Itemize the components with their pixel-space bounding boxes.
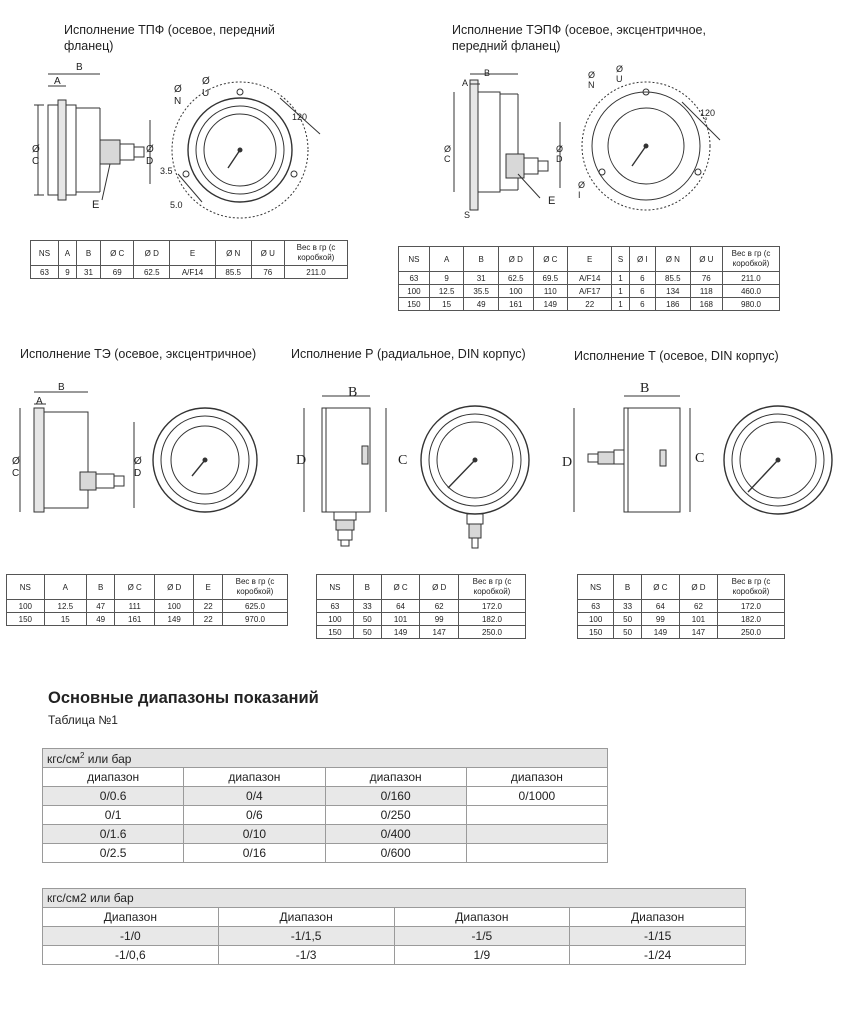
table-cell: 63 (399, 272, 430, 285)
table-cell: 182.0 (718, 613, 785, 626)
table-cell: 970.0 (223, 613, 288, 626)
table-cell: 100 (154, 600, 193, 613)
caption-tepf: Исполнение ТЭПФ (осевое, эксцентричное, передний фланец) (452, 23, 706, 53)
table-cell: 0/1.6 (43, 825, 184, 844)
table-cell: 101 (381, 613, 420, 626)
table-cell: 1/9 (394, 946, 570, 965)
header-cell: Диапазон (570, 908, 746, 927)
table-row (317, 600, 526, 613)
tepf-label-angle: 120 (700, 108, 716, 118)
tpf-label-dia-d: Ø (146, 144, 154, 155)
table-cell: 134 (656, 285, 691, 298)
header-cell: S (612, 247, 629, 272)
table-cell: 6 (629, 285, 655, 298)
table-cell: 0/2.5 (43, 844, 184, 863)
table-cell: 0/0.6 (43, 787, 184, 806)
r-spec-table (316, 574, 526, 639)
tpf-label-5-0: 5.0 (170, 200, 183, 210)
table-cell: 15 (44, 613, 86, 626)
header-cell: B (614, 575, 642, 600)
range-table-2-unit-row (43, 889, 746, 908)
table-cell: 99 (420, 613, 459, 626)
table-cell: 147 (420, 626, 459, 639)
table-cell: -1/15 (570, 927, 746, 946)
table-cell: 6 (629, 298, 655, 311)
table-cell: 33 (353, 600, 381, 613)
table-cell: 0/250 (325, 806, 466, 825)
tepf-label-a: A (462, 78, 469, 88)
tpf-label-dia-u: Ø (202, 76, 210, 87)
table-cell: 182.0 (459, 613, 526, 626)
r-label-c: C (398, 453, 408, 468)
te-label-dia-c: Ø (12, 456, 20, 467)
table-cell: 76 (251, 266, 284, 279)
t-label-b: B (640, 381, 650, 396)
unit-label-rest: или бар (84, 751, 132, 766)
tepf-label-dia-i: Ø (578, 180, 586, 190)
tepf-side-view-drawing (440, 62, 570, 222)
table-cell: 99 (641, 613, 679, 626)
te-label-b: B (58, 382, 65, 393)
table-cell: 63 (31, 266, 59, 279)
header-cell: Вес в гр (с коробкой) (718, 575, 785, 600)
tpf-label-dia-n: Ø (174, 84, 182, 95)
header-cell: Ø C (381, 575, 420, 600)
table-cell: 12.5 (429, 285, 464, 298)
tpf-label-c: C (32, 156, 40, 167)
header-cell: Диапазон (43, 908, 219, 927)
tepf-label-dia-d: Ø (556, 144, 564, 154)
header-cell: Ø D (679, 575, 717, 600)
tpf-spec-table (30, 240, 348, 279)
table-cell: 250.0 (459, 626, 526, 639)
table-cell: 63 (317, 600, 354, 613)
table-cell: 15 (429, 298, 464, 311)
table-row (7, 600, 288, 613)
r-label-d: D (296, 453, 307, 468)
table-cell: 149 (381, 626, 420, 639)
header-cell: Вес в гр (с коробкой) (285, 241, 348, 266)
table-cell: 0/1 (43, 806, 184, 825)
table-cell: 33 (614, 600, 642, 613)
table-cell: 460.0 (723, 285, 780, 298)
header-cell: Вес в гр (с коробкой) (723, 247, 780, 272)
table-cell: 111 (115, 600, 154, 613)
table-row (399, 298, 780, 311)
table-cell: 161 (115, 613, 154, 626)
tpf-side-view-drawing (30, 60, 175, 215)
table-cell: 85.5 (215, 266, 251, 279)
table-cell: 0/6 (184, 806, 325, 825)
tepf-label-dia-c: Ø (444, 144, 452, 154)
tepf-spec-table (398, 246, 780, 311)
table-header-row (317, 575, 526, 600)
header-cell: B (464, 247, 499, 272)
header-cell: Ø C (641, 575, 679, 600)
table-cell: 35.5 (464, 285, 499, 298)
table-cell: 22 (568, 298, 612, 311)
table-cell: A/F14 (170, 266, 216, 279)
header-cell: диапазон (325, 768, 466, 787)
table-cell: 161 (498, 298, 533, 311)
range-table-2 (42, 888, 746, 965)
table-cell: 50 (353, 613, 381, 626)
caption-te: Исполнение ТЭ (осевое, эксцентричное) (20, 347, 257, 361)
header-cell: Ø C (533, 247, 568, 272)
table-cell: 9 (429, 272, 464, 285)
tpf-label-u: U (202, 88, 210, 99)
table-cell: 118 (690, 285, 722, 298)
table-cell: 186 (656, 298, 691, 311)
caption-tpf: Исполнение ТПФ (осевое, передний фланец) (64, 23, 275, 53)
table-cell: 1 (612, 285, 629, 298)
table-cell: 150 (7, 613, 45, 626)
table-cell: 69 (101, 266, 134, 279)
tpf-label-d: D (146, 156, 154, 167)
table-cell: 62 (679, 600, 717, 613)
unit-label (43, 749, 608, 768)
header-cell: A (58, 241, 76, 266)
header-cell: Ø I (629, 247, 655, 272)
table-row (578, 613, 785, 626)
range-table-1-unit-row (43, 749, 608, 768)
header-cell: NS (31, 241, 59, 266)
te-front-view-drawing (150, 400, 260, 510)
tpf-label-angle: 120 (292, 112, 308, 122)
header-cell: Ø U (251, 241, 284, 266)
table-cell (466, 806, 607, 825)
tepf-label-deg: ° (704, 116, 708, 126)
header-cell: E (170, 241, 216, 266)
table-row (578, 600, 785, 613)
header-cell: E (568, 247, 612, 272)
table-header-row (578, 575, 785, 600)
table-cell: 149 (154, 613, 193, 626)
te-side-view-drawing (10, 382, 150, 512)
t-side-view-drawing (560, 380, 700, 520)
table-cell: -1/24 (570, 946, 746, 965)
table-cell: 100 (399, 285, 430, 298)
table-cell: 172.0 (459, 600, 526, 613)
table-cell: 168 (690, 298, 722, 311)
te-label-c: C (12, 468, 20, 479)
header-cell: Ø N (215, 241, 251, 266)
table-cell: 0/1000 (466, 787, 607, 806)
table-row (43, 927, 746, 946)
table-cell: 147 (679, 626, 717, 639)
header-cell: B (86, 575, 115, 600)
table-cell: 22 (194, 613, 223, 626)
table-row (578, 626, 785, 639)
table-cell: A/F17 (568, 285, 612, 298)
table-cell: 62 (420, 600, 459, 613)
table-header-row (43, 908, 746, 927)
te-label-dia-d: Ø (134, 456, 142, 467)
tpf-label-3-5: 3.5 (160, 166, 173, 176)
table-cell: 31 (76, 266, 100, 279)
unit-label-main: кгс/см (47, 751, 80, 766)
table-cell: 9 (58, 266, 76, 279)
table-number-label: Таблица №1 (48, 713, 118, 727)
te-spec-table (6, 574, 288, 626)
table-cell: 64 (381, 600, 420, 613)
tepf-front-view-drawing (572, 62, 732, 212)
tpf-label-e: E (92, 199, 100, 211)
table-cell: -1/0 (43, 927, 219, 946)
header-cell: B (76, 241, 100, 266)
unit-label-sup: 2 (79, 750, 85, 760)
table-cell: 0/600 (325, 844, 466, 863)
header-cell: Диапазон (394, 908, 570, 927)
header-cell: Ø D (420, 575, 459, 600)
t-label-d: D (562, 455, 573, 470)
range-table-1 (42, 748, 608, 863)
table-cell: 625.0 (223, 600, 288, 613)
table-row (43, 946, 746, 965)
table-row (317, 626, 526, 639)
header-cell: A (429, 247, 464, 272)
table-cell: 150 (578, 626, 614, 639)
table-row (7, 613, 288, 626)
r-label-b: B (348, 385, 358, 400)
table-cell: 1 (612, 298, 629, 311)
table-cell: 64 (641, 600, 679, 613)
tepf-label-s: S (464, 210, 471, 220)
tpf-label-dia-c: Ø (32, 144, 40, 155)
header-cell: B (353, 575, 381, 600)
header-cell: диапазон (184, 768, 325, 787)
tepf-label-dia-n: Ø (588, 70, 596, 80)
table-cell: 63 (578, 600, 614, 613)
table-cell: 76 (690, 272, 722, 285)
tpf-label-a: A (54, 76, 61, 87)
table-cell: 100 (7, 600, 45, 613)
tepf-label-n: N (588, 80, 595, 90)
header-cell: E (194, 575, 223, 600)
table-row (399, 285, 780, 298)
tpf-label-b: B (76, 62, 83, 73)
caption-t: Исполнение Т (осевое, DIN корпус) (574, 349, 779, 363)
table-cell: 85.5 (656, 272, 691, 285)
table-header-row (399, 247, 780, 272)
table-row (399, 272, 780, 285)
t-front-view-drawing (722, 404, 838, 520)
header-cell: Ø U (690, 247, 722, 272)
table-header-row (7, 575, 288, 600)
table-row (31, 266, 348, 279)
table-cell: 250.0 (718, 626, 785, 639)
table-row (317, 613, 526, 626)
unit-label: кгс/см2 или бар (43, 889, 746, 908)
header-cell: Ø D (154, 575, 193, 600)
table-cell: 1 (612, 272, 629, 285)
header-cell: A (44, 575, 86, 600)
header-cell: Вес в гр (с коробкой) (223, 575, 288, 600)
table-cell: 47 (86, 600, 115, 613)
table-cell: 0/160 (325, 787, 466, 806)
table-cell: 110 (533, 285, 568, 298)
tpf-label-n: N (174, 96, 182, 107)
table-cell: 49 (464, 298, 499, 311)
t-spec-table (577, 574, 785, 639)
table-cell: 31 (464, 272, 499, 285)
table-cell: 101 (679, 613, 717, 626)
table-cell: 100 (498, 285, 533, 298)
header-cell: Ø D (498, 247, 533, 272)
table-cell: 149 (641, 626, 679, 639)
table-cell: -1/1,5 (218, 927, 394, 946)
caption-r: Исполнение Р (радиальное, DIN корпус) (291, 347, 526, 361)
t-label-c: C (695, 451, 705, 466)
table-cell: 12.5 (44, 600, 86, 613)
header-cell: Вес в гр (с коробкой) (459, 575, 526, 600)
tepf-label-d: D (556, 154, 563, 164)
table-cell: 980.0 (723, 298, 780, 311)
table-cell: 0/16 (184, 844, 325, 863)
te-label-d: D (134, 468, 142, 479)
table-cell: 150 (317, 626, 354, 639)
table-cell: 100 (317, 613, 354, 626)
section-title: Основные диапазоны показаний (48, 689, 319, 707)
table-cell: -1/5 (394, 927, 570, 946)
table-cell: 172.0 (718, 600, 785, 613)
table-cell: 6 (629, 272, 655, 285)
table-cell: -1/3 (218, 946, 394, 965)
te-label-a: A (36, 396, 43, 407)
tepf-label-i: I (578, 190, 581, 200)
table-cell: 150 (399, 298, 430, 311)
table-cell: 149 (533, 298, 568, 311)
table-header-row (43, 768, 608, 787)
table-cell: 49 (86, 613, 115, 626)
tepf-label-b: B (484, 68, 491, 78)
header-cell: Диапазон (218, 908, 394, 927)
header-cell: диапазон (43, 768, 184, 787)
header-cell: Ø D (134, 241, 170, 266)
table-cell: -1/0,6 (43, 946, 219, 965)
table-cell: 211.0 (285, 266, 348, 279)
tepf-label-e: E (548, 195, 556, 207)
table-row (43, 787, 608, 806)
table-cell: 50 (353, 626, 381, 639)
table-cell: 69.5 (533, 272, 568, 285)
table-cell (466, 825, 607, 844)
table-cell: 62.5 (134, 266, 170, 279)
header-cell: Ø C (101, 241, 134, 266)
table-row (43, 806, 608, 825)
table-row (43, 825, 608, 844)
table-cell: A/F14 (568, 272, 612, 285)
tpf-front-view-drawing (160, 62, 320, 220)
header-cell: NS (399, 247, 430, 272)
table-cell: 0/4 (184, 787, 325, 806)
tepf-label-dia-u: Ø (616, 64, 624, 74)
table-cell: 50 (614, 613, 642, 626)
header-cell: NS (578, 575, 614, 600)
tepf-label-u: U (616, 74, 623, 84)
header-cell: NS (7, 575, 45, 600)
table-cell: 62.5 (498, 272, 533, 285)
table-header-row (31, 241, 348, 266)
tepf-label-c: C (444, 154, 451, 164)
table-row (43, 844, 608, 863)
table-cell: 211.0 (723, 272, 780, 285)
table-cell: 0/10 (184, 825, 325, 844)
header-cell: Ø N (656, 247, 691, 272)
table-cell: 22 (194, 600, 223, 613)
table-cell: 100 (578, 613, 614, 626)
table-cell: 0/400 (325, 825, 466, 844)
header-cell: диапазон (466, 768, 607, 787)
header-cell: Ø C (115, 575, 154, 600)
r-front-view-drawing (420, 400, 530, 560)
r-side-view-drawing (286, 380, 396, 560)
header-cell: NS (317, 575, 354, 600)
table-cell (466, 844, 607, 863)
table-cell: 50 (614, 626, 642, 639)
